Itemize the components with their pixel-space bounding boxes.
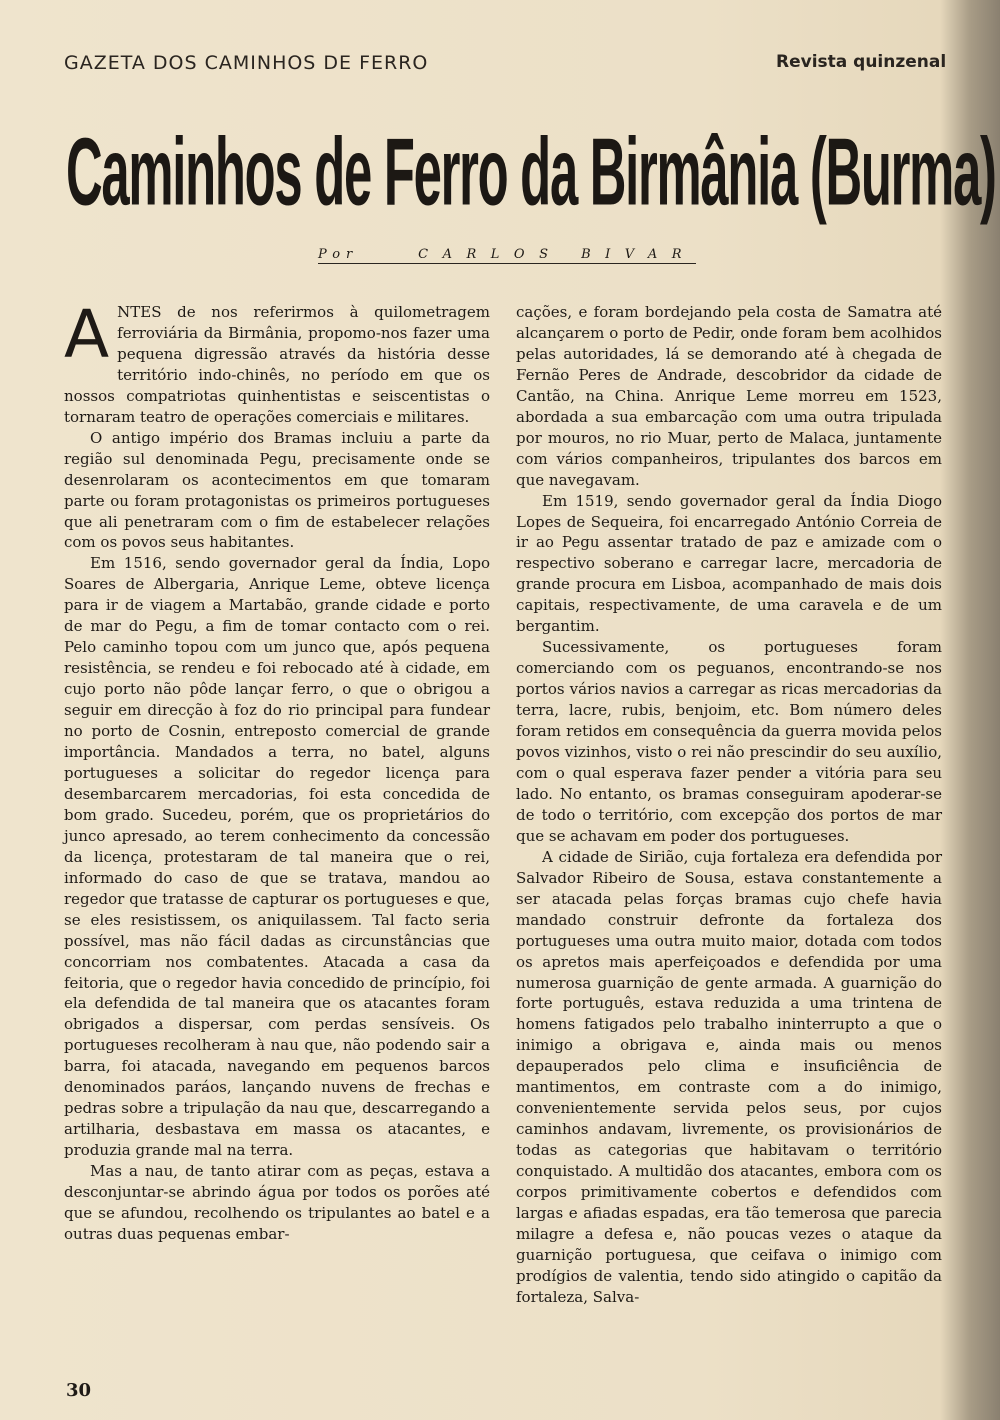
- article-title: [66, 112, 996, 225]
- byline-author: CARLOS BIVAR: [418, 247, 696, 262]
- byline-prefix: Por: [318, 247, 359, 262]
- drop-cap: A: [64, 296, 110, 373]
- article-paragraph: ANTES de nos referirmos à quilometragem ferroviária da Birmânia, propomo-nos fazer uma pequena digressão através da história desse território indo-chinês, no período em que os nossos compatriotas quinhentistas e seiscentistas o tornaram teatro de operações comerciais e militares.: [64, 296, 490, 426]
- article-paragraph: O antigo império dos Bramas incluiu a parte da região sul denominada Pegu, precisamente onde se desenrolaram os acontecimentos em que tomaram parte ou foram protagonistas os primeiros portugueses que ali penetraram com o fim de estabelecer relações com os povos seus habitantes.: [64, 428, 490, 552]
- article-paragraph: Em 1519, sendo governador geral da Índia Diogo Lopes de Sequeira, foi encarregado António Correia de ir ao Pegu assentar tratado de paz e amizade com o respectivo soberano e carregar lacre, mercadoria de grande procura em Lisboa, acompanhado de mais dois capitais, respectivamente, de uma caravela e de um bergantim.: [516, 491, 942, 636]
- article-column-right: [516, 302, 942, 1308]
- publication-name: GAZETA DOS CAMINHOS DE FERRO: [64, 52, 429, 74]
- article-paragraph: A cidade de Sirião, cuja fortaleza era defendida por Salvador Ribeiro de Sousa, estava constantemente a ser atacada pelas forças bramas cujo chefe havia mandado construir defronte da fortaleza dos portugueses uma outra muito maior, dotada com todos os apretos mais aperfeiçoados e defendida por uma numerosa guarnição de gente armada. A guarnição do forte português, estava reduzida a uma trintena de homens fatigados pelo trabalho ininterrupto a que o inimigo a obrigava e, ainda mais ou menos depauperados pelo clima e insuficiência de mantimentos, em contraste com a do inimigo, convenientemente servida pelos seus, por cujos caminhos andavam, livremente, os provisionários de todas as categorias que habitavam o território conquistado. A multidão dos atacantes, embora com os corpos primitivamente cobertos e defendidos com largas e afiadas espadas, era tão temerosa que parecia milagre a defesa e, não poucas vezes o ataque da guarnição portuguesa, que ceifava o inimigo com prodígios de valentia, tendo sido atingido o capitão da fortaleza, Salva-: [516, 847, 942, 1306]
- article-paragraph: Mas a nau, de tanto atirar com as peças, estava a desconjuntar-se abrindo água por todos os porões até que se afundou, recolhendo os tripulantes ao batel e a outras duas pequenas embar-: [64, 1162, 490, 1243]
- article-paragraph: Em 1516, sendo governador geral da Índia, Lopo Soares de Albergaria, Anrique Leme, obteve licença para ir de viagem a Martabão, grande cidade e porto de mar do Pegu, a fim de tomar contacto com o rei. Pelo caminho topou com um junco que, após pequena resistência, se rendeu e foi rebocado até à cidade, em cujo porto não pôde lançar ferro, o que o obrigou a seguir em direcção à foz do rio principal para fundear no porto de Cosnin, entreposto comercial de grande importância. Mandados a terra, no batel, alguns portugueses a solicitar do regedor licença para desembarcarem mercadorias, foi esta concedida de bom grado. Sucedeu, porém, que os proprietários do junco apresado, ao terem conhecimento da concessão da licença, protestaram de tal maneira que o rei, informado do caso de que se tratava, mandou ao regedor que tratasse de capturar os portugueses e que, se eles resistissem, os aniquilassem. Tal facto seria possível, mas não fácil dadas as circunstâncias que concorriam nos combatentes. Atacada a casa da feitoria, que o regedor havia concedido de princípio, foi ela defendida de tal maneira que os atacantes foram obrigados a dispersar, com perdas sensíveis. Os portugueses recolheram à nau que, não podendo sair a barra, foi atacada, navegando em pequenos barcos denominados paráos, lançando nuvens de frechas e pedras sobre a tripulação da nau que, descarregando a artilharia, desbastava em massa os atacantes, e produzia grande mal na terra.: [64, 554, 490, 1160]
- periodicity-label: Revista quinzenal: [776, 52, 947, 72]
- byline: [318, 247, 696, 264]
- article-column-left: [64, 296, 490, 1245]
- article-title-text: Caminhos de Ferro da Birmânia (Burma): [66, 118, 996, 225]
- article-paragraph: Sucessivamente, os portugueses foram comerciando com os peguanos, encontrando-se nos portos vários navios a carregar as ricas mercadorias da terra, lacre, rubis, benjoim, etc. Bom número deles foram retidos em consequência da guerra movida pelos povos vizinhos, visto o rei não prescindir do seu auxílio, com o qual esperava fazer pender a vitória para seu lado. No entanto, os bramas conseguiram apoderar-se de todo o território, com excepção dos portos de mar que se achavam em poder dos portugueses.: [516, 638, 942, 845]
- article-paragraph: cações, e foram bordejando pela costa de Samatra até alcançarem o porto de Pedir, onde foram bem acolhidos pelas autoridades, lá se demorando até à chegada de Fernão Peres de Andrade, descobridor da cidade de Cantão, na China. Anrique Leme morreu em 1523, abordada a sua embarcação com uma outra tripulada por mouros, no rio Muar, perto de Malaca, juntamente com vários companheiros, tripulantes dos barcos em que navegavam.: [516, 303, 942, 489]
- page-number: 30: [66, 1380, 92, 1401]
